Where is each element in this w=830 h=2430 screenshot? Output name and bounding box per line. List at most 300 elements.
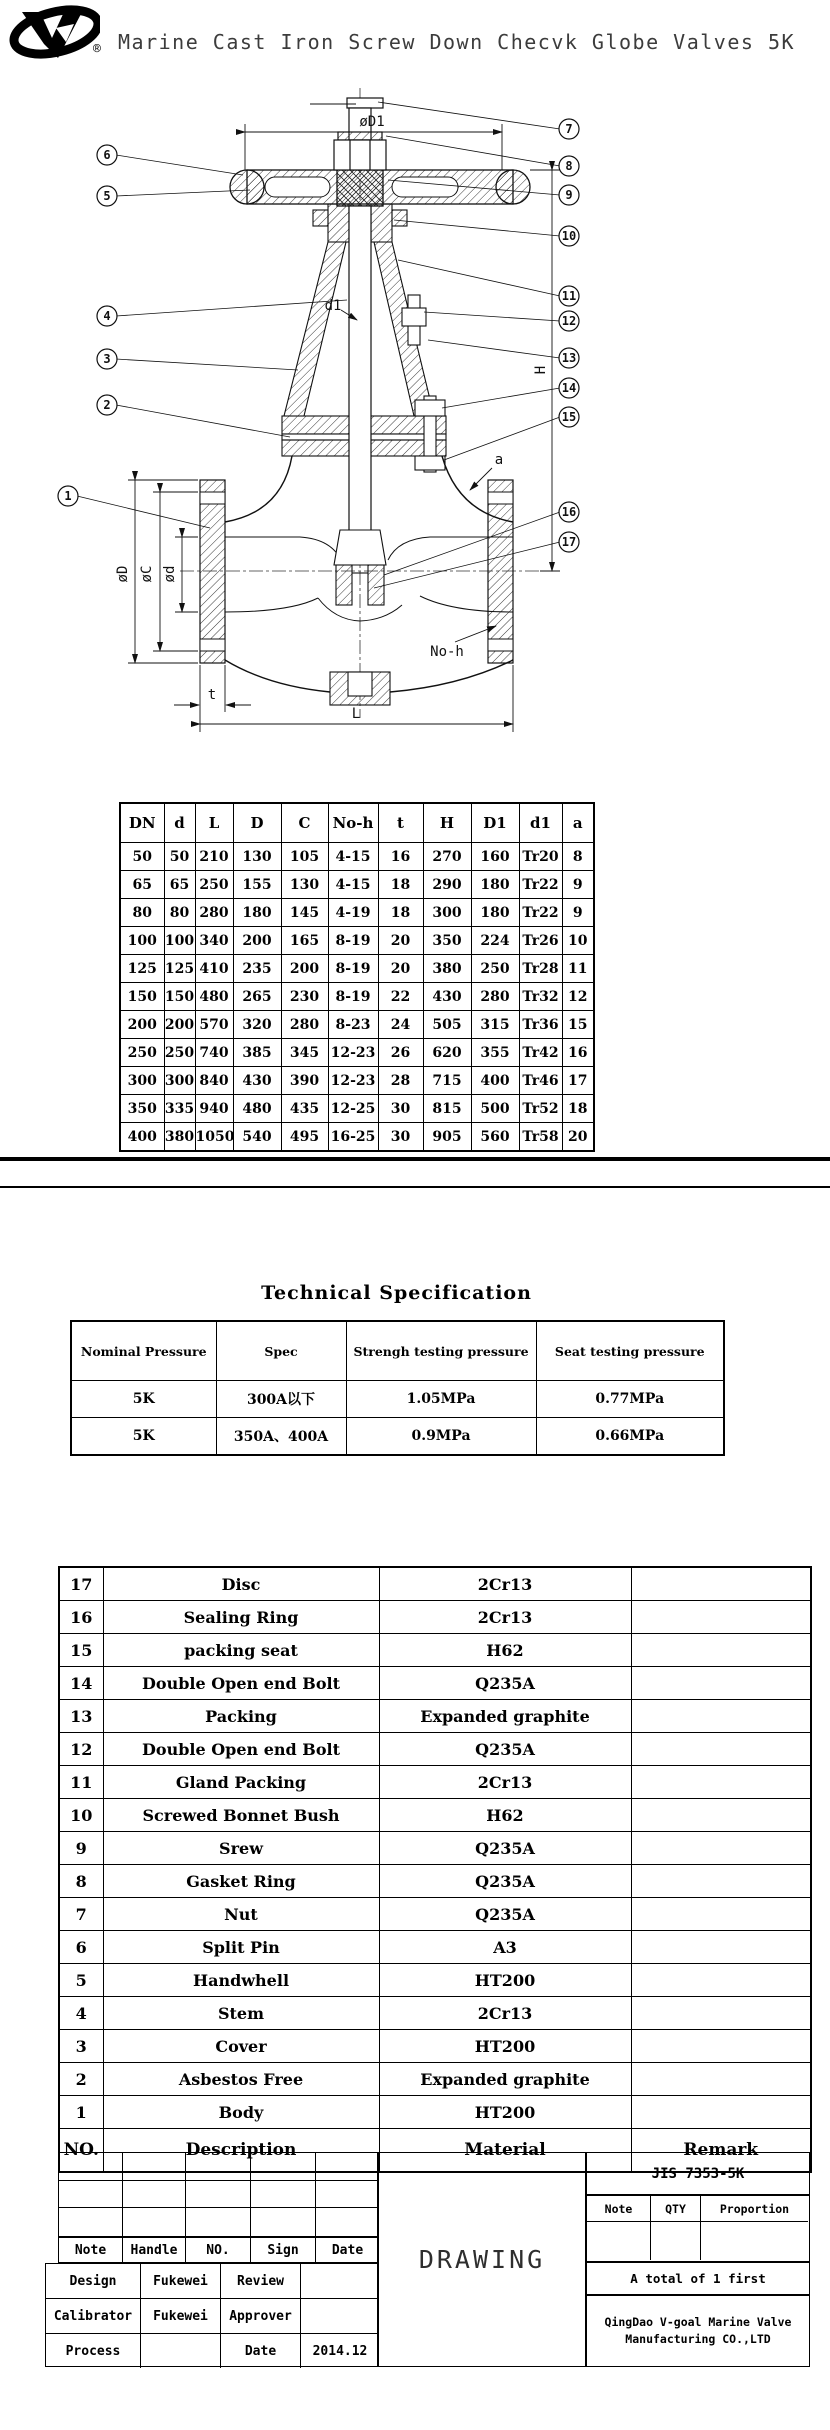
cell: 230	[281, 983, 328, 1011]
empty-cell	[186, 2208, 251, 2236]
cell: Tr46	[519, 1067, 562, 1095]
column-header: Spec	[216, 1321, 346, 1381]
column-header: D1	[471, 803, 519, 843]
cell: 570	[195, 1011, 233, 1039]
table-row	[59, 1733, 811, 1766]
cell: 340	[195, 927, 233, 955]
cell: 505	[423, 1011, 471, 1039]
cell: Double Open end Bolt	[103, 1667, 379, 1700]
cell: 620	[423, 1039, 471, 1067]
cell: 16-25	[328, 1123, 378, 1152]
cell: 0.9MPa	[346, 1418, 536, 1456]
callout-17: 17	[561, 535, 577, 549]
cell: 200	[120, 1011, 164, 1039]
cell	[631, 1601, 811, 1634]
qty-label: QTY	[651, 2196, 701, 2222]
cell: 335	[164, 1095, 195, 1123]
cell: 9	[562, 899, 594, 927]
cell: 265	[233, 983, 281, 1011]
label-a: a	[494, 452, 504, 468]
cell: Stem	[103, 1997, 379, 2030]
cell	[631, 1931, 811, 1964]
cell: 50	[120, 843, 164, 871]
cell: 8-19	[328, 927, 378, 955]
cell: 200	[164, 1011, 195, 1039]
cell: Asbestos Free	[103, 2063, 379, 2096]
cell: 24	[378, 1011, 423, 1039]
cell: packing seat	[103, 1634, 379, 1667]
signature-block	[45, 2263, 378, 2367]
cell: Srew	[103, 1832, 379, 1865]
column-header: C	[281, 803, 328, 843]
cell: 280	[281, 1011, 328, 1039]
dimension-table	[119, 802, 595, 1152]
cell: 500	[471, 1095, 519, 1123]
label-d1: d1	[324, 298, 342, 314]
cell: Disc	[103, 1567, 379, 1601]
table-row	[59, 1931, 811, 1964]
cell: 4-19	[328, 899, 378, 927]
cell	[631, 1733, 811, 1766]
cell: 9	[562, 871, 594, 899]
cell: 26	[378, 1039, 423, 1067]
cell: 250	[471, 955, 519, 983]
callout-9: 9	[565, 188, 573, 202]
cell: 145	[281, 899, 328, 927]
column-header: L	[195, 803, 233, 843]
empty-cell	[316, 2208, 379, 2236]
cell: 5K	[71, 1381, 216, 1418]
cell: 280	[195, 899, 233, 927]
column-header: d	[164, 803, 195, 843]
cell: 300	[423, 899, 471, 927]
cell: Gasket Ring	[103, 1865, 379, 1898]
note-label: Note	[59, 2238, 123, 2262]
cell: Body	[103, 2096, 379, 2129]
callout-1: 1	[64, 489, 72, 503]
cell: Tr28	[519, 955, 562, 983]
cell: H62	[379, 1634, 631, 1667]
note-header-row	[58, 2237, 378, 2263]
cell: 9	[59, 1832, 103, 1865]
cell	[631, 1634, 811, 1667]
cell: 480	[233, 1095, 281, 1123]
callout-15: 15	[561, 410, 577, 424]
cell	[631, 1964, 811, 1997]
cell: 200	[281, 955, 328, 983]
cell: Expanded graphite	[379, 2063, 631, 2096]
drawing-label: DRAWING	[418, 2245, 546, 2274]
cell	[631, 1832, 811, 1865]
spec-section-title: Technical Specification	[261, 1282, 532, 1304]
cell: Handwhell	[103, 1964, 379, 1997]
empty-cell	[251, 2181, 316, 2209]
cell: 6	[59, 1931, 103, 1964]
cell: 150	[164, 983, 195, 1011]
cell: 180	[233, 899, 281, 927]
cell: 18	[562, 1095, 594, 1123]
cell: 14	[59, 1667, 103, 1700]
table-row	[59, 1799, 811, 1832]
cell: 12	[59, 1733, 103, 1766]
table-row	[120, 927, 594, 955]
cell: 235	[233, 955, 281, 983]
parts-list-table	[58, 1566, 812, 2173]
cell: 8-23	[328, 1011, 378, 1039]
cell: 350A、400A	[216, 1418, 346, 1456]
cell: Q235A	[379, 1667, 631, 1700]
cell: 0.66MPa	[536, 1418, 724, 1456]
cell: 100	[120, 927, 164, 955]
cell: 11	[59, 1766, 103, 1799]
company-cell	[586, 2295, 810, 2367]
cell: 105	[281, 843, 328, 871]
table-row	[120, 871, 594, 899]
total-note: A total of 1 first	[630, 2271, 766, 2286]
cell: 8-19	[328, 955, 378, 983]
separator-rule-thick	[0, 1157, 830, 1161]
cell	[631, 1898, 811, 1931]
column-header: DN	[120, 803, 164, 843]
review-name	[301, 2264, 379, 2299]
callout-8: 8	[565, 159, 573, 173]
label-noh: No-h	[430, 644, 464, 660]
cell: Tr52	[519, 1095, 562, 1123]
label-D: øD	[115, 565, 131, 583]
table-row	[59, 1766, 811, 1799]
proportion-label: Proportion	[701, 2196, 808, 2222]
cell: 270	[423, 843, 471, 871]
spec-table	[70, 1320, 725, 1456]
empty-cell	[651, 2222, 701, 2260]
cell: Tr26	[519, 927, 562, 955]
cell: 4	[59, 1997, 103, 2030]
callout-16: 16	[561, 505, 577, 519]
parts-footer-material: Material	[379, 2129, 631, 2173]
column-header: No-h	[328, 803, 378, 843]
cell: 715	[423, 1067, 471, 1095]
table-row	[120, 843, 594, 871]
cell: Q235A	[379, 1733, 631, 1766]
label-D1: øD1	[359, 114, 385, 130]
cell: 250	[164, 1039, 195, 1067]
cell: 480	[195, 983, 233, 1011]
date-field-label: Date	[221, 2334, 301, 2368]
cell: 210	[195, 843, 233, 871]
cell: 80	[164, 899, 195, 927]
callout-3: 3	[103, 352, 111, 366]
table-row	[59, 1997, 811, 2030]
cell: 380	[164, 1123, 195, 1152]
cell	[631, 2096, 811, 2129]
empty-cell	[316, 2153, 379, 2181]
cell: 8	[562, 843, 594, 871]
cell: 16	[562, 1039, 594, 1067]
cell: 155	[233, 871, 281, 899]
process-name	[141, 2334, 221, 2368]
empty-cell	[123, 2153, 186, 2181]
cell: 12-23	[328, 1039, 378, 1067]
cell: 250	[195, 871, 233, 899]
cell: Q235A	[379, 1865, 631, 1898]
empty-cell	[251, 2153, 316, 2181]
cell: 20	[378, 927, 423, 955]
cell: Tr36	[519, 1011, 562, 1039]
table-row	[59, 2096, 811, 2129]
empty-cell	[59, 2153, 123, 2181]
cell: 125	[164, 955, 195, 983]
cell: 17	[562, 1067, 594, 1095]
cell: A3	[379, 1931, 631, 1964]
cell: 250	[120, 1039, 164, 1067]
cell	[631, 2030, 811, 2063]
cell	[631, 1700, 811, 1733]
cell: 12-23	[328, 1067, 378, 1095]
label-H: H	[533, 365, 549, 375]
cell: 815	[423, 1095, 471, 1123]
empty-cell	[123, 2181, 186, 2209]
spec-header-row	[71, 1321, 724, 1381]
cell: 12	[562, 983, 594, 1011]
cell: 28	[378, 1067, 423, 1095]
table-row	[120, 1123, 594, 1152]
callout-2: 2	[103, 398, 111, 412]
cell: H62	[379, 1799, 631, 1832]
cell: 385	[233, 1039, 281, 1067]
cell: 5K	[71, 1418, 216, 1456]
cell: 20	[562, 1123, 594, 1152]
cell: 350	[120, 1095, 164, 1123]
cell: 320	[233, 1011, 281, 1039]
cell: Tr22	[519, 899, 562, 927]
cell: 4-15	[328, 843, 378, 871]
table-row	[120, 1011, 594, 1039]
empty-cell	[316, 2181, 379, 2209]
cell: 80	[120, 899, 164, 927]
cell: 2Cr13	[379, 1997, 631, 2030]
cell: 400	[471, 1067, 519, 1095]
cell: 180	[471, 871, 519, 899]
table-row	[120, 1067, 594, 1095]
callout-13: 13	[561, 351, 577, 365]
total-note-cell	[586, 2262, 810, 2295]
cell: 300	[164, 1067, 195, 1095]
cell: Double Open end Bolt	[103, 1733, 379, 1766]
cell: Expanded graphite	[379, 1700, 631, 1733]
table-row	[59, 1865, 811, 1898]
date-label: Date	[331, 2242, 364, 2258]
stem	[349, 206, 371, 532]
cell: 130	[281, 871, 328, 899]
cell: 380	[423, 955, 471, 983]
cell: 940	[195, 1095, 233, 1123]
cell: 400	[120, 1123, 164, 1152]
empty-cell	[186, 2153, 251, 2181]
cell	[631, 1766, 811, 1799]
table-row	[120, 899, 594, 927]
cell: 350	[423, 927, 471, 955]
cell: Tr22	[519, 871, 562, 899]
table-row	[120, 983, 594, 1011]
sign-label: Sign	[251, 2238, 316, 2262]
cell: 560	[471, 1123, 519, 1152]
cell: 290	[423, 871, 471, 899]
cell: 10	[59, 1799, 103, 1832]
table-row	[71, 1381, 724, 1418]
cell: 200	[233, 927, 281, 955]
page-title: Marine Cast Iron Screw Down Checvk Globe Valves 5K	[118, 30, 796, 54]
cell: 30	[378, 1095, 423, 1123]
table-row	[59, 1667, 811, 1700]
cell	[631, 2063, 811, 2096]
cell: 4-15	[328, 871, 378, 899]
cell: HT200	[379, 2096, 631, 2129]
review-label: Review	[221, 2264, 301, 2299]
cell: 17	[59, 1567, 103, 1601]
table-row	[120, 955, 594, 983]
cell: 495	[281, 1123, 328, 1152]
table-row	[59, 1567, 811, 1601]
cell: Split Pin	[103, 1931, 379, 1964]
cell: 5	[59, 1964, 103, 1997]
cell: 65	[120, 871, 164, 899]
cell: Packing	[103, 1700, 379, 1733]
callout-11: 11	[561, 289, 577, 303]
cell: Sealing Ring	[103, 1601, 379, 1634]
cell: 15	[562, 1011, 594, 1039]
cell: 8	[59, 1865, 103, 1898]
cell: 160	[471, 843, 519, 871]
cell	[631, 1667, 811, 1700]
callout-6: 6	[103, 148, 111, 162]
empty-cell	[186, 2181, 251, 2209]
cell: 0.77MPa	[536, 1381, 724, 1418]
cell: 50	[164, 843, 195, 871]
table-row	[71, 1418, 724, 1456]
cell: 16	[378, 843, 423, 871]
cell: 13	[59, 1700, 103, 1733]
approver-label: Approver	[221, 2299, 301, 2334]
cell: 2Cr13	[379, 1601, 631, 1634]
bottom-boss	[330, 672, 390, 705]
cell: 430	[233, 1067, 281, 1095]
cell: 125	[120, 955, 164, 983]
cell: 905	[423, 1123, 471, 1152]
date-value: 2014.12	[312, 2343, 368, 2359]
drawing-type-cell	[378, 2152, 586, 2367]
empty-cell	[123, 2208, 186, 2236]
cell: 165	[281, 927, 328, 955]
cell: 180	[471, 899, 519, 927]
cell: 7	[59, 1898, 103, 1931]
cell: 150	[120, 983, 164, 1011]
cell: 65	[164, 871, 195, 899]
stem-nut-assembly	[334, 98, 386, 170]
empty-cell	[587, 2222, 651, 2260]
cell: Nut	[103, 1898, 379, 1931]
callout-5: 5	[103, 189, 111, 203]
standard-cell	[586, 2152, 810, 2195]
cell	[631, 1799, 811, 1832]
cell: 345	[281, 1039, 328, 1067]
cell: 18	[378, 899, 423, 927]
cell: 15	[59, 1634, 103, 1667]
column-header: Seat testing pressure	[536, 1321, 724, 1381]
empty-cell	[59, 2208, 123, 2236]
dimension-header-row	[120, 803, 594, 843]
column-header: H	[423, 803, 471, 843]
callout-14: 14	[561, 381, 577, 395]
cell: 1050	[195, 1123, 233, 1152]
company-name-line2: Manufacturing CO.,LTD	[625, 2332, 771, 2346]
empty-cell	[701, 2222, 808, 2260]
cell: 1.05MPa	[346, 1381, 536, 1418]
cell: HT200	[379, 1964, 631, 1997]
cell: 410	[195, 955, 233, 983]
process-label: Process	[46, 2334, 141, 2368]
callout-10: 10	[561, 229, 577, 243]
cell: Tr20	[519, 843, 562, 871]
design-name: Fukewei	[141, 2264, 221, 2299]
cell: 435	[281, 1095, 328, 1123]
cell: Tr42	[519, 1039, 562, 1067]
cell	[631, 1567, 811, 1601]
cell: 300	[120, 1067, 164, 1095]
cell: 130	[233, 843, 281, 871]
table-row	[59, 2030, 811, 2063]
cell: 300A以下	[216, 1381, 346, 1418]
table-row	[59, 1964, 811, 1997]
callout-12: 12	[561, 314, 577, 328]
handle-label: Handle	[123, 2238, 186, 2262]
table-row	[59, 1700, 811, 1733]
revision-grid	[58, 2152, 378, 2237]
calibrator-name: Fukewei	[141, 2299, 221, 2334]
column-header: Nominal Pressure	[71, 1321, 216, 1381]
cell: 540	[233, 1123, 281, 1152]
cell: 430	[423, 983, 471, 1011]
separator-rule-thin	[0, 1186, 830, 1188]
cell: 315	[471, 1011, 519, 1039]
cell	[631, 1997, 811, 2030]
cell	[631, 1865, 811, 1898]
cell: 840	[195, 1067, 233, 1095]
right-note-label: Note	[587, 2196, 651, 2222]
cell: 1	[59, 2096, 103, 2129]
cell: 10	[562, 927, 594, 955]
parts-footer-description: Description	[103, 2129, 379, 2173]
handwheel	[230, 168, 530, 206]
table-row	[59, 1898, 811, 1931]
cell: Tr32	[519, 983, 562, 1011]
company-name-line1: QingDao V-goal Marine Valve	[604, 2314, 792, 2329]
cell: Gland Packing	[103, 1766, 379, 1799]
table-row	[59, 1601, 811, 1634]
cell: 22	[378, 983, 423, 1011]
cell: 12-25	[328, 1095, 378, 1123]
no-label: NO.	[186, 2238, 251, 2262]
cell: 18	[378, 871, 423, 899]
label-L: L	[351, 706, 361, 722]
cell: 2Cr13	[379, 1567, 631, 1601]
cell: 8-19	[328, 983, 378, 1011]
cell: 11	[562, 955, 594, 983]
table-row	[59, 1832, 811, 1865]
parts-footer-no: NO.	[59, 2129, 103, 2173]
cell: 16	[59, 1601, 103, 1634]
cell: Q235A	[379, 1898, 631, 1931]
cell: HT200	[379, 2030, 631, 2063]
